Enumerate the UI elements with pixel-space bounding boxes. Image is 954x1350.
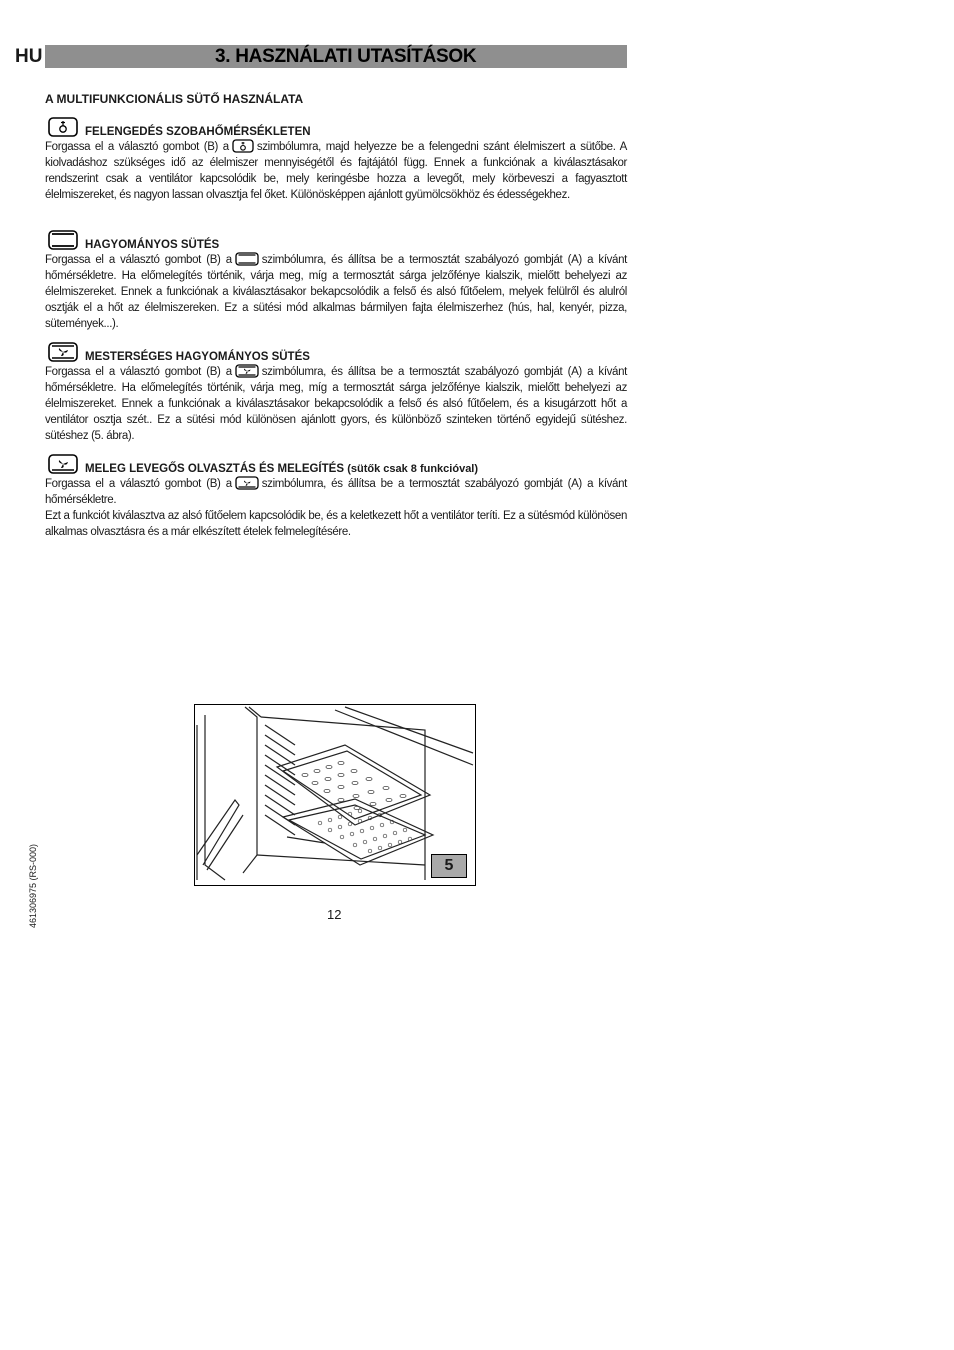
fan-bottom-icon xyxy=(235,476,259,490)
defrost-icon xyxy=(48,117,78,137)
conventional-icon xyxy=(235,252,259,266)
oven-illustration xyxy=(194,704,476,886)
section-title: FELENGEDÉS SZOBAHŐMÉRSÉKLETEN xyxy=(85,126,311,138)
section-fan-bottom xyxy=(45,452,627,540)
section-title: MESTERSÉGES HAGYOMÁNYOS SÜTÉS xyxy=(85,351,310,363)
page-title: 3. HASZNÁLATI UTASÍTÁSOK xyxy=(215,46,477,67)
fan-bottom-icon xyxy=(48,454,78,474)
section-conventional xyxy=(45,228,627,332)
section-title: HAGYOMÁNYOS SÜTÉS xyxy=(85,239,220,251)
language-code: HU xyxy=(15,46,43,67)
section-text: Forgassa el a választó gombot (B) a szimbólumra, majd helyezze be a felengedni szánt élelmiszert a sütőbe. A kiolvadáshoz szükséges idő az élelmiszer mennyiségétől és fajtájától függ. Ennek a funkciónak a kiválasztásakor rendszerint csak a ventilátor kapcsolódik be, mely keringésbe hozza a levegőt, mely körbeveszi a fagyasztott élelmiszereket, és nagyon lassan olvasztja fel őket. Különösképpen ajánlott gyümölcsökhöz és édességekhez. xyxy=(45,141,627,202)
fan-conventional-icon xyxy=(235,364,259,378)
fan-conventional-icon xyxy=(48,342,78,362)
defrost-icon xyxy=(232,139,254,153)
section-text: Forgassa el a választó gombot (B) a szimbólumra, és állítsa be a termosztát szabályozó gombját (A) a kívánt hőmérsékletre. Ha előmelegítés történik, várja meg, míg a termosztát sárga jelzőfénye kialszik, mielőtt behelyezi az élelmiszereket. Ennek a funkciónak a kiválasztásakor bekapcsolódik a felső és alsó fűtőelem, és a kisugárzott hőt a ventilátor osztja szét.. Ez a sütési mód különösen ajánlott gyors, és különböző szinteken történő egyidejű sütéshez. sütéshez (5. ábra). xyxy=(45,366,627,443)
figure-number: 5 xyxy=(431,854,467,878)
title-bar xyxy=(45,45,627,68)
page-number: 12 xyxy=(327,907,342,922)
section-fan-conventional xyxy=(45,340,627,444)
section-text: Forgassa el a választó gombot (B) a szimbólumra, és állítsa be a termosztát szabályozó gombját (A) a kívánt hőmérsékletre. xyxy=(45,478,627,507)
document-code: 461306975 (RS-000) xyxy=(28,843,38,928)
section-text: Forgassa el a választó gombot (B) a szimbólumra, és állítsa be a termosztát szabályozó gombját (A) a kívánt hőmérsékletre. Ha előmelegítés történik, várja meg, míg a termosztát sárga jelzőfénye kialszik, mielőtt behelyezi az élelmiszereket. Ennek a funkciónak a kiválasztásakor bekapcsolódik a felső és alsó fűtőelem, melyek felülről és alulról osztják el a hőt az élelmiszereken. Ez a sütési mód alkalmas bármilyen fajta élelmiszerhez (hús, hal, kenyér, pizza, sütemények...). xyxy=(45,254,627,331)
section-title: MELEG LEVEGŐS OLVASZTÁS ÉS MELEGÍTÉS (sütők csak 8 funkcióval) xyxy=(85,463,479,475)
main-heading: A MULTIFUNKCIONÁLIS SÜTŐ HASZNÁLATA xyxy=(45,92,304,106)
section-title-note: (sütők csak 8 funkcióval) xyxy=(347,463,479,475)
section-defrost xyxy=(45,115,627,203)
section-text-extra: Ezt a funkciót kiválasztva az alsó fűtőelem kapcsolódik be, és a keletkezett hőt a ventilátor teríti. Ez a sütésmód különösen alkalmas olvasztásra és a már elkészített ételek felmelegítésére. xyxy=(45,510,627,539)
conventional-icon xyxy=(48,230,78,250)
